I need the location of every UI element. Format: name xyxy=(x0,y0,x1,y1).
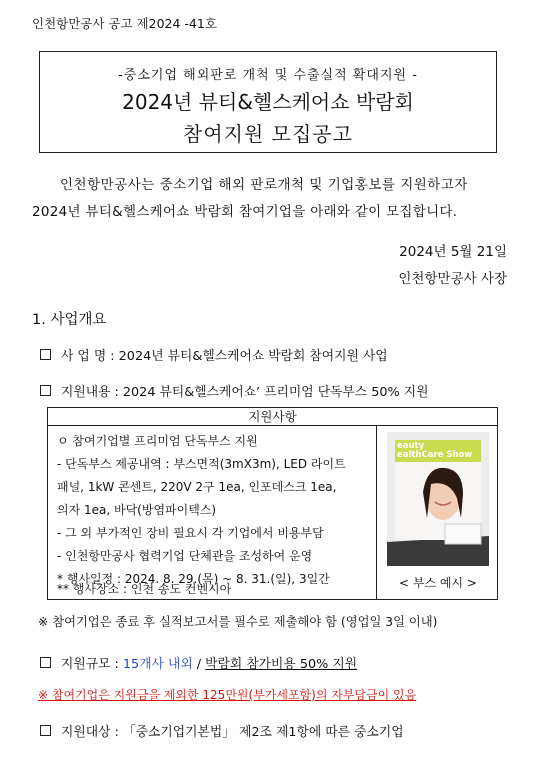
scale-label: 지원규모 : xyxy=(61,657,123,672)
support-content-item xyxy=(40,381,428,400)
support-line: - 인천항만공사 협력기업 단체관을 조성하여 운영 xyxy=(57,549,313,563)
support-line: - 단독부스 제공내역 : 부스면적(3mX3m), LED 라이트 xyxy=(57,457,346,471)
checkbox-icon xyxy=(40,657,51,668)
checkbox-icon xyxy=(40,385,51,396)
notice-date: 2024년 5월 21일 xyxy=(399,244,507,260)
scale-rate: 박람회 참가비용 50% 지원 xyxy=(205,657,358,672)
intro-line2: 2024년 뷰티&헬스케어쇼 박람회 참여기업을 아래와 같이 모집합니다. xyxy=(32,204,458,220)
support-content-text: 지원내용 : 2024 뷰티&헬스케어쇼’ 프리미엄 단독부스 50% 지원 xyxy=(61,385,429,400)
business-name-text: 사 업 명 : 2024년 뷰티&헬스케어쇼 박람회 참여지원 사업 xyxy=(61,349,388,364)
section1-title: 1. 사업개요 xyxy=(32,312,107,328)
support-line: 패널, 1kW 콘센트, 220V 2구 1ea, 인포데스크 1ea, xyxy=(57,480,337,494)
support-target-item xyxy=(40,721,404,740)
title-main-line1: 2024년 뷰티&헬스케어쇼 박람회 xyxy=(122,90,414,114)
scale-count: 15개사 내외 xyxy=(122,657,193,672)
intro-line1: 인천항만공사는 중소기업 해외 판로개척 및 기업홍보를 지원하고자 xyxy=(60,177,468,193)
support-target-text: 지원대상 : 「중소기업기본법」 제2조 제1항에 따른 중소기업 xyxy=(61,725,404,740)
booth-caption: < 부스 예시 > xyxy=(399,576,477,590)
support-line: 의자 1ea, 바닥(방염파이텍스) xyxy=(57,503,217,517)
title-subtitle: -중소기업 해외판로 개척 및 수출실적 확대지원 - xyxy=(118,68,418,83)
support-line: - 그 외 부가적인 장비 필요시 각 기업에서 비용부담 xyxy=(57,526,324,540)
self-pay-warning: ※ 참여기업은 지원금을 제외한 125만원(부가세포함)의 자부담금이 있음 xyxy=(38,688,417,702)
scale-separator: / xyxy=(192,657,206,672)
support-scale-item xyxy=(40,653,357,672)
notice-signer: 인천항만공사 사장 xyxy=(398,271,507,287)
support-table-header: 지원사항 xyxy=(48,408,497,426)
support-table xyxy=(47,407,498,600)
support-line: ** 행사장소 : 인천 송도 컨벤시아 xyxy=(57,582,232,596)
notice-number: 인천항만공사 공고 제2024 -41호 xyxy=(32,16,217,31)
checkbox-icon xyxy=(40,725,51,736)
business-name-item xyxy=(40,345,388,364)
booth-example-image xyxy=(387,432,489,566)
booth-sign-text: eauty ealthCare Show xyxy=(397,441,473,460)
report-note: ※ 참여기업은 종료 후 실적보고서를 필수로 제출해야 함 (영업일 3일 이내) xyxy=(38,615,438,629)
table-divider xyxy=(376,426,377,599)
support-line: ㅇ 참여기업별 프리미엄 단독부스 지원 xyxy=(57,434,258,448)
title-main-line2: 참여지원 모집공고 xyxy=(183,122,353,146)
checkbox-icon xyxy=(40,349,51,360)
support-line: * 행사일정 : 2024. 8. 29.(목) ~ 8. 31.(일), 3일간 xyxy=(57,572,330,586)
title-box xyxy=(39,51,497,153)
